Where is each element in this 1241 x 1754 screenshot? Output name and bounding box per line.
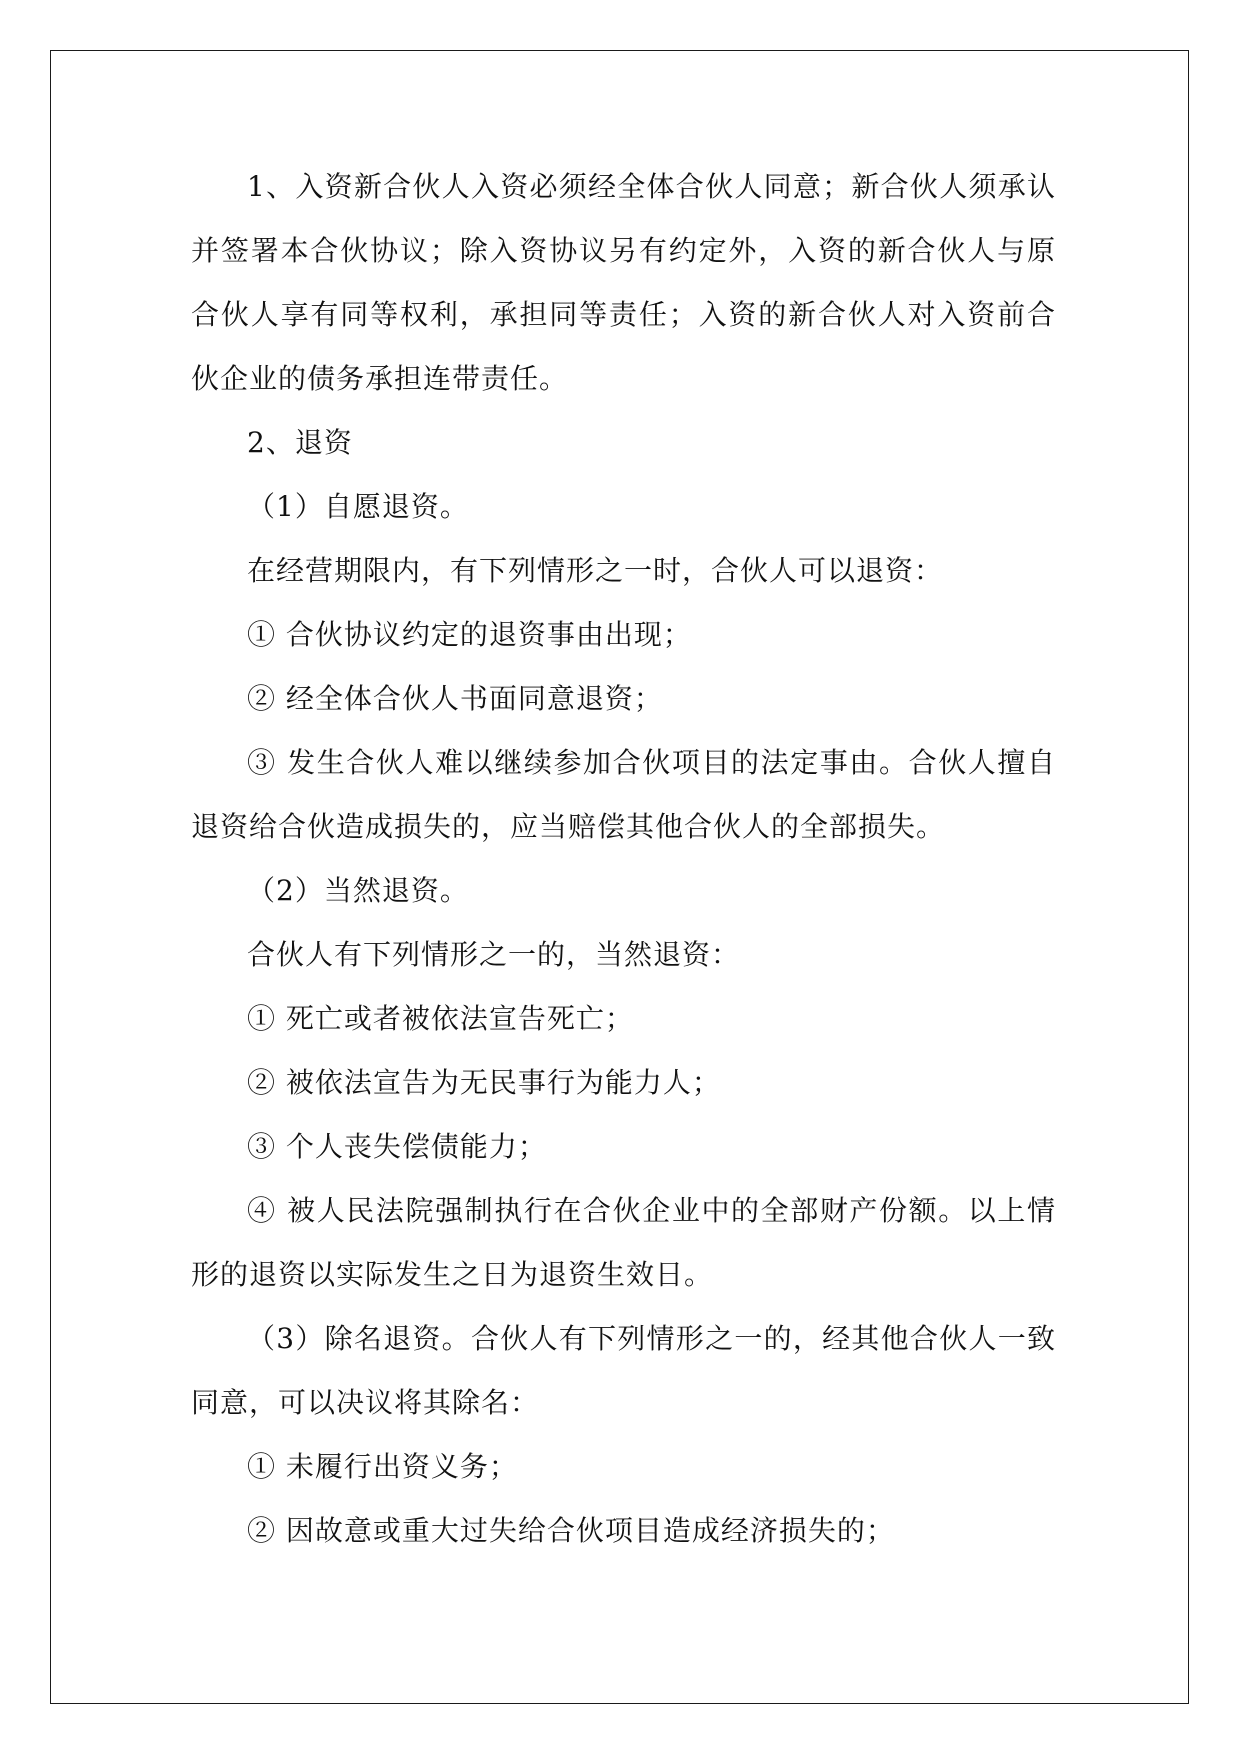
subheading-automatic-withdrawal: （2）当然退资。 (247, 874, 469, 907)
list-item-automatic-1: ① 死亡或者被依法宣告死亡； (247, 1002, 634, 1035)
paragraph-automatic-intro: 合伙人有下列情形之一的，当然退资： (247, 938, 741, 971)
list-item-expulsion-2: ② 因故意或重大过失给合伙项目造成经济损失的； (247, 1514, 895, 1547)
list-item-voluntary-1: ① 合伙协议约定的退资事由出现； (247, 618, 692, 651)
list-item-voluntary-3: ③ 发生合伙人难以继续参加合伙项目的法定事由。合伙人擅自退资给合伙造成损失的，应当赔偿其他合伙人的全部损失。 (191, 746, 1056, 843)
document-body (191, 155, 1056, 1563)
list-item-automatic-2: ② 被依法宣告为无民事行为能力人； (247, 1066, 721, 1099)
list-item-expulsion-1: ① 未履行出资义务； (247, 1450, 518, 1483)
list-item-automatic-4: ④ 被人民法院强制执行在合伙企业中的全部财产份额。以上情形的退资以实际发生之日为退资生效日。 (191, 1194, 1056, 1291)
subheading-voluntary-withdrawal: （1）自愿退资。 (247, 490, 469, 523)
heading-withdrawal: 2、退资 (247, 426, 353, 459)
paragraph-admission: 1、入资新合伙人入资必须经全体合伙人同意；新合伙人须承认并签署本合伙协议；除入资协议另有约定外，入资的新合伙人与原合伙人享有同等权利，承担同等责任；入资的新合伙人对入资前合伙企业的债务承担连带责任。 (191, 170, 1056, 395)
list-item-automatic-3: ③ 个人丧失偿债能力； (247, 1130, 547, 1163)
list-item-voluntary-2: ② 经全体合伙人书面同意退资； (247, 682, 663, 715)
paragraph-expulsion: （3）除名退资。合伙人有下列情形之一的，经其他合伙人一致同意，可以决议将其除名： (191, 1322, 1056, 1419)
paragraph-voluntary-intro: 在经营期限内，有下列情形之一时，合伙人可以退资： (247, 554, 944, 587)
